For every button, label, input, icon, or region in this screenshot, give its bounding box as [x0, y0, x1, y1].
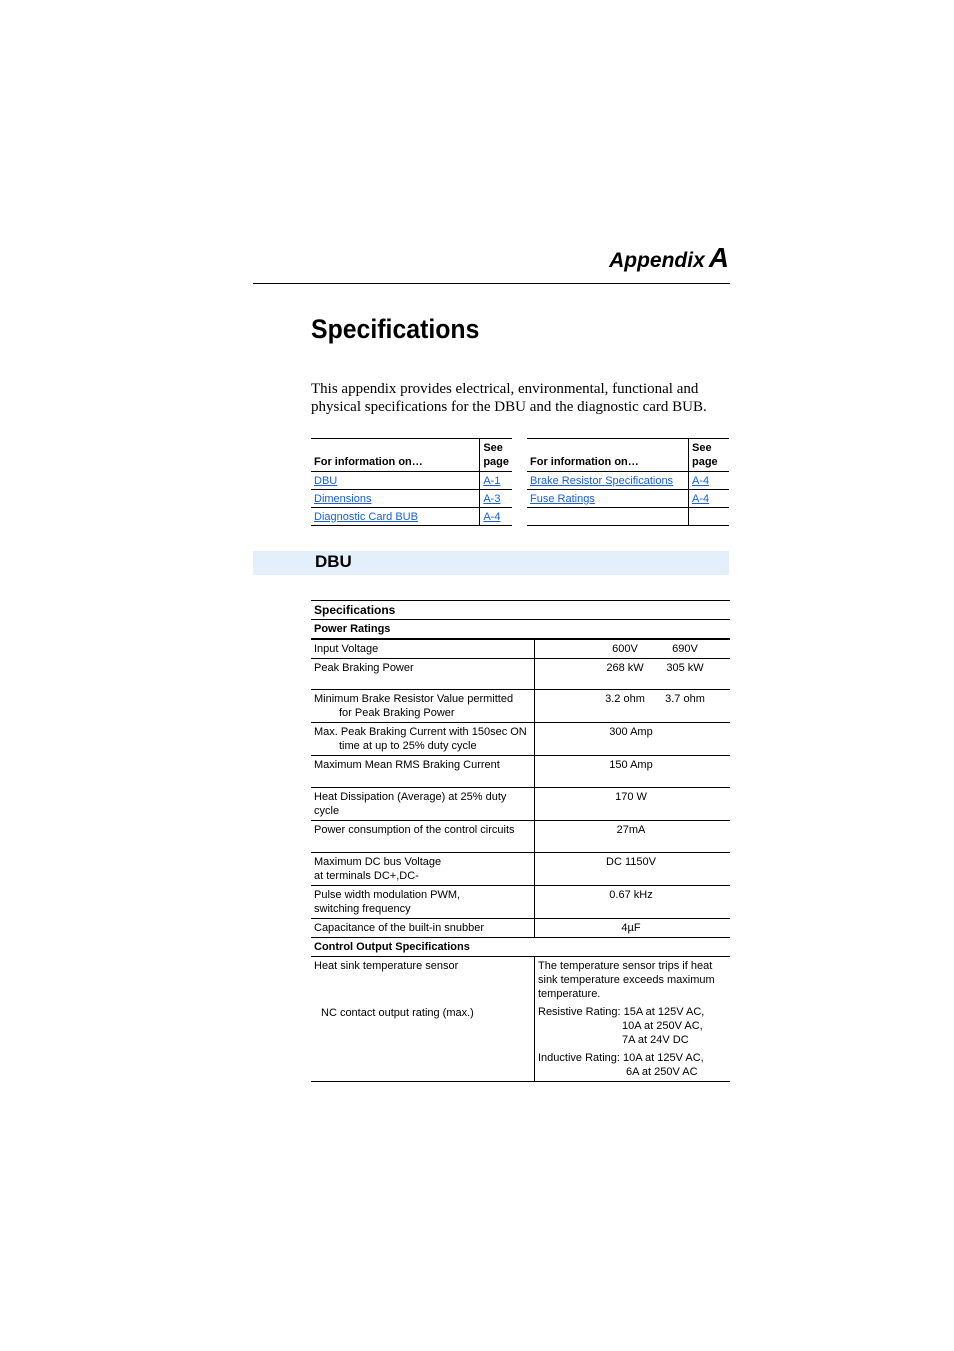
row-value: 300 Amp: [609, 726, 653, 738]
toc-page-link[interactable]: A-4: [692, 492, 710, 505]
row-value: 3.2 ohm: [605, 693, 645, 705]
resistive-rating-2: 10A at 250V AC,: [622, 1020, 703, 1032]
control-output-row: [311, 957, 730, 1082]
row-value: 27mA: [616, 824, 646, 836]
table-row: [311, 639, 730, 659]
toc-row-empty: [527, 508, 729, 526]
toc-page-link[interactable]: A-4: [692, 474, 710, 487]
toc-header-page: See page: [480, 439, 512, 472]
row-value: 305 kW: [666, 662, 704, 674]
resistive-rating-1: Resistive Rating: 15A at 125V AC,: [538, 1006, 705, 1018]
toc-header-page: See page: [689, 439, 730, 472]
toc-header-info: For information on…: [311, 439, 480, 472]
table-row: [311, 853, 730, 886]
table-row: [311, 919, 730, 938]
row-label: Heat Dissipation (Average) at 25% duty cycle: [314, 791, 507, 817]
table-row: [311, 756, 730, 788]
toc-row: [311, 472, 512, 490]
control-output-header: Control Output Specifications: [311, 938, 730, 957]
toc-link-dimensions[interactable]: Dimensions: [314, 492, 372, 505]
row-value: 170 W: [615, 791, 647, 803]
toc-page-link[interactable]: A-3: [483, 492, 501, 505]
row-label-cont: time at up to 25% duty cycle: [339, 740, 477, 752]
appendix-heading: [560, 242, 729, 274]
resistive-rating-3: 7A at 24V DC: [622, 1034, 689, 1046]
row-label: Maximum Mean RMS Braking Current: [314, 759, 500, 771]
appendix-word: Appendix: [609, 249, 705, 272]
row-label-cont: switching frequency: [314, 903, 411, 915]
toc-link-fuse-ratings[interactable]: Fuse Ratings: [530, 492, 595, 505]
row-label: Input Voltage: [314, 643, 379, 655]
table-row: [311, 690, 730, 723]
power-ratings-header: Power Ratings: [311, 620, 730, 640]
row-value: 0.67 kHz: [609, 889, 653, 901]
row-label: Max. Peak Braking Current with 150sec ON: [314, 726, 527, 738]
row-value: DC 1150V: [606, 856, 656, 868]
row-label-cont: for Peak Braking Power: [339, 707, 455, 719]
row-value: 150 Amp: [609, 759, 653, 771]
table-row: [311, 886, 730, 919]
toc-row: [311, 508, 512, 526]
heat-sink-value: The temperature sensor trips if heat sink temperature exceeds maximum temperature.: [538, 960, 715, 1000]
row-value: 3.7 ohm: [665, 693, 705, 705]
value-600v: 600V: [612, 643, 638, 655]
row-label: Minimum Brake Resistor Value permitted: [314, 693, 514, 705]
toc-row: [527, 472, 729, 490]
page-title: Specifications: [311, 314, 480, 344]
table-row: [311, 723, 730, 756]
value-690v: 690V: [672, 643, 698, 655]
inductive-rating-2: 6A at 250V AC: [626, 1066, 698, 1078]
toc-link-diagnostic-card[interactable]: Diagnostic Card BUB: [314, 510, 418, 523]
row-value: 4µF: [621, 922, 641, 934]
toc-row: [311, 490, 512, 508]
row-label: Power consumption of the control circuits: [314, 824, 515, 836]
row-label: Capacitance of the built-in snubber: [314, 922, 484, 934]
row-label: Maximum DC bus Voltage: [314, 856, 442, 868]
section-title: DBU: [315, 552, 352, 571]
table-row: [311, 659, 730, 690]
row-value: 268 kW: [606, 662, 644, 674]
toc-link-brake-resistor[interactable]: Brake Resistor Specifications: [530, 474, 674, 487]
toc-page-link[interactable]: A-4: [483, 510, 501, 523]
row-label-cont: at terminals DC+,DC-: [314, 870, 419, 882]
heat-sink-label: Heat sink temperature sensor: [314, 960, 459, 972]
toc-table-left: [311, 438, 512, 526]
heading-rule: [253, 283, 730, 284]
table-row: [311, 821, 730, 853]
spec-header: Specifications: [311, 601, 730, 620]
toc-table-right: [527, 438, 729, 526]
spec-table: [311, 600, 730, 1082]
toc-header-info: For information on…: [527, 439, 689, 472]
toc-link-dbu[interactable]: DBU: [314, 474, 338, 487]
toc-page-link[interactable]: A-1: [483, 474, 501, 487]
nc-contact-label: NC contact output rating (max.): [321, 1007, 474, 1019]
row-label: Peak Braking Power: [314, 662, 414, 674]
appendix-letter: A: [708, 242, 729, 273]
toc-row: [527, 490, 729, 508]
table-row: [311, 788, 730, 821]
inductive-rating-1: Inductive Rating: 10A at 125V AC,: [538, 1052, 704, 1064]
row-label: Pulse width modulation PWM,: [314, 889, 461, 901]
intro-paragraph: This appendix provides electrical, environmental, functional and physical specifications for the DBU and the diagnostic card BUB.: [311, 381, 707, 415]
